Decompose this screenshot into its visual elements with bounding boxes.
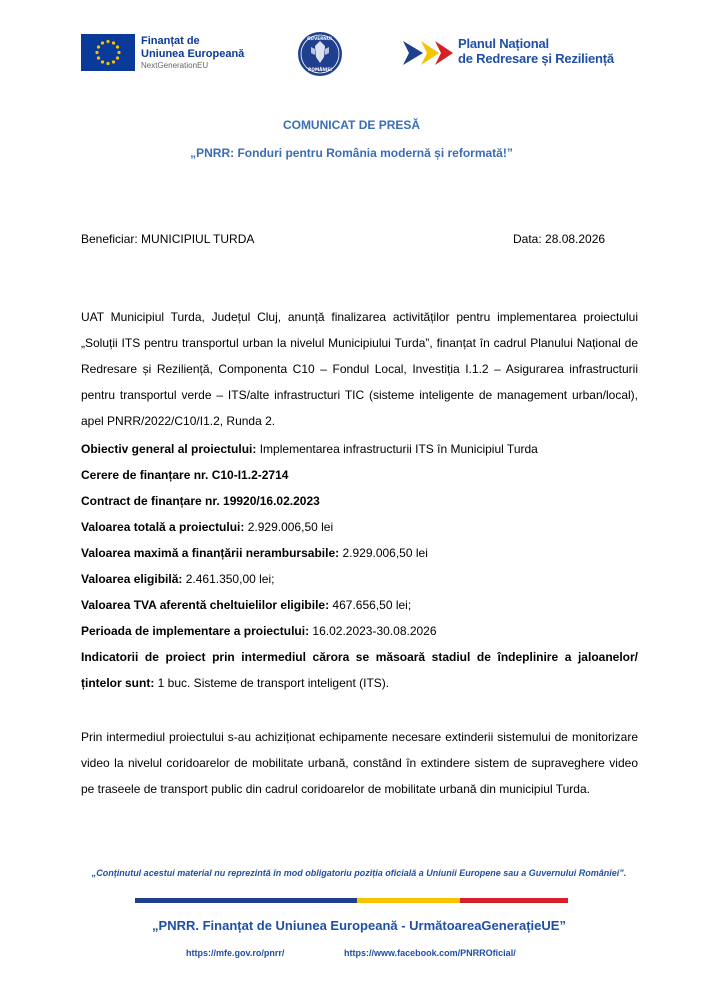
closing-paragraph: Prin intermediul proiectului s-au achiziționat echipamente necesare extinderii sistemului de monitorizare video la nivelul coridoarelor de mobilitate urbană, constând în extindere sistem de supraveghere video pe traseele de transport public din cadrul coridoarelor de mobilitate urbană din municipiul Turda. bbox=[81, 730, 638, 796]
detail-item: Contract de finanțare nr. 19920/16.02.2023 bbox=[81, 494, 320, 508]
eu-logo-line2: Uniunea Europeană bbox=[141, 48, 245, 60]
detail-item: Cerere de finanțare nr. C10-I1.2-2714 bbox=[81, 468, 289, 482]
detail-item: Valoarea maximă a finanțării nerambursabile: 2.929.006,50 lei bbox=[81, 546, 428, 560]
detail-item: Indicatorii de proiect prin intermediul cărora se măsoară stadiul de îndeplinire a jaloanelor/țintelor sunt: 1 buc. Sisteme de transport inteligent (ITS). bbox=[81, 650, 638, 690]
beneficiary: Beneficiar: MUNICIPIUL TURDA bbox=[81, 232, 255, 246]
eu-logo-line3: NextGenerationEU bbox=[141, 61, 209, 70]
page-title: COMUNICAT DE PRESĂ bbox=[282, 118, 421, 132]
detail-item: Valoarea TVA aferentă cheltuielilor eligibile: 467.656,50 lei; bbox=[81, 598, 412, 612]
mfe-link[interactable]: https://mfe.gov.ro/pnrr/ bbox=[186, 948, 285, 958]
detail-item: Perioada de implementare a proiectului: 16.02.2023-30.08.2026 bbox=[81, 624, 437, 638]
gov-seal-line1: GUVERNUL bbox=[307, 36, 333, 41]
government-seal-icon bbox=[297, 31, 343, 77]
project-details bbox=[81, 436, 638, 696]
eu-logo-line1: Finanțat de bbox=[141, 35, 200, 47]
pnrr-logo-line2: de Redresare și Reziliență bbox=[458, 51, 614, 66]
footer-slogan: „PNRR. Finanțat de Uniunea Europeană - UrmătoareaGenerațieUE” bbox=[152, 918, 566, 933]
detail-item: Valoarea eligibilă: 2.461.350,00 lei; bbox=[81, 572, 275, 586]
footer-bar-yellow bbox=[357, 898, 460, 903]
footer-bar-blue bbox=[135, 898, 357, 903]
page-subtitle: „PNRR: Fonduri pentru România modernă și reformată!” bbox=[190, 146, 513, 160]
gov-seal-line2: ROMÂNIEI bbox=[308, 67, 332, 72]
release-date: Data: 28.08.2026 bbox=[513, 232, 606, 246]
pnrr-arrow-icon bbox=[401, 36, 457, 70]
eu-flag-icon bbox=[81, 34, 135, 71]
pnrr-logo-line1: Planul Național bbox=[458, 36, 549, 51]
footer-disclaimer: „Conținutul acestui material nu reprezintă în mod obligatoriu poziția oficială a Uniunii Europene sau a Guvernului României”. bbox=[91, 868, 627, 878]
pnrr-logo bbox=[401, 36, 631, 72]
detail-item: Valoarea totală a proiectului: 2.929.006,50 lei bbox=[81, 520, 334, 534]
intro-paragraph: UAT Municipiul Turda, Județul Cluj, anunță finalizarea activităților pentru implementarea proiectului „Soluții ITS pentru transportul urban la nivelul Municipiului Turda”, finanțat în cadrul Planului Național de Redresare și Reziliență, Componenta C10 – Fondul Local, Investiția I.1.2 – Asigurarea infrastructurii pentru transportul verde – ITS/alte infrastructuri TIC (sisteme inteligente de management urban/local), apel PNRR/2022/C10/I1.2, Runda 2. bbox=[81, 310, 638, 428]
footer-bar-red bbox=[460, 898, 568, 903]
detail-item: Obiectiv general al proiectului: Implementarea infrastructurii ITS în Municipiul Turda bbox=[81, 442, 538, 456]
eu-funding-logo bbox=[81, 34, 251, 72]
facebook-link[interactable]: https://www.facebook.com/PNRROficial/ bbox=[344, 948, 516, 958]
